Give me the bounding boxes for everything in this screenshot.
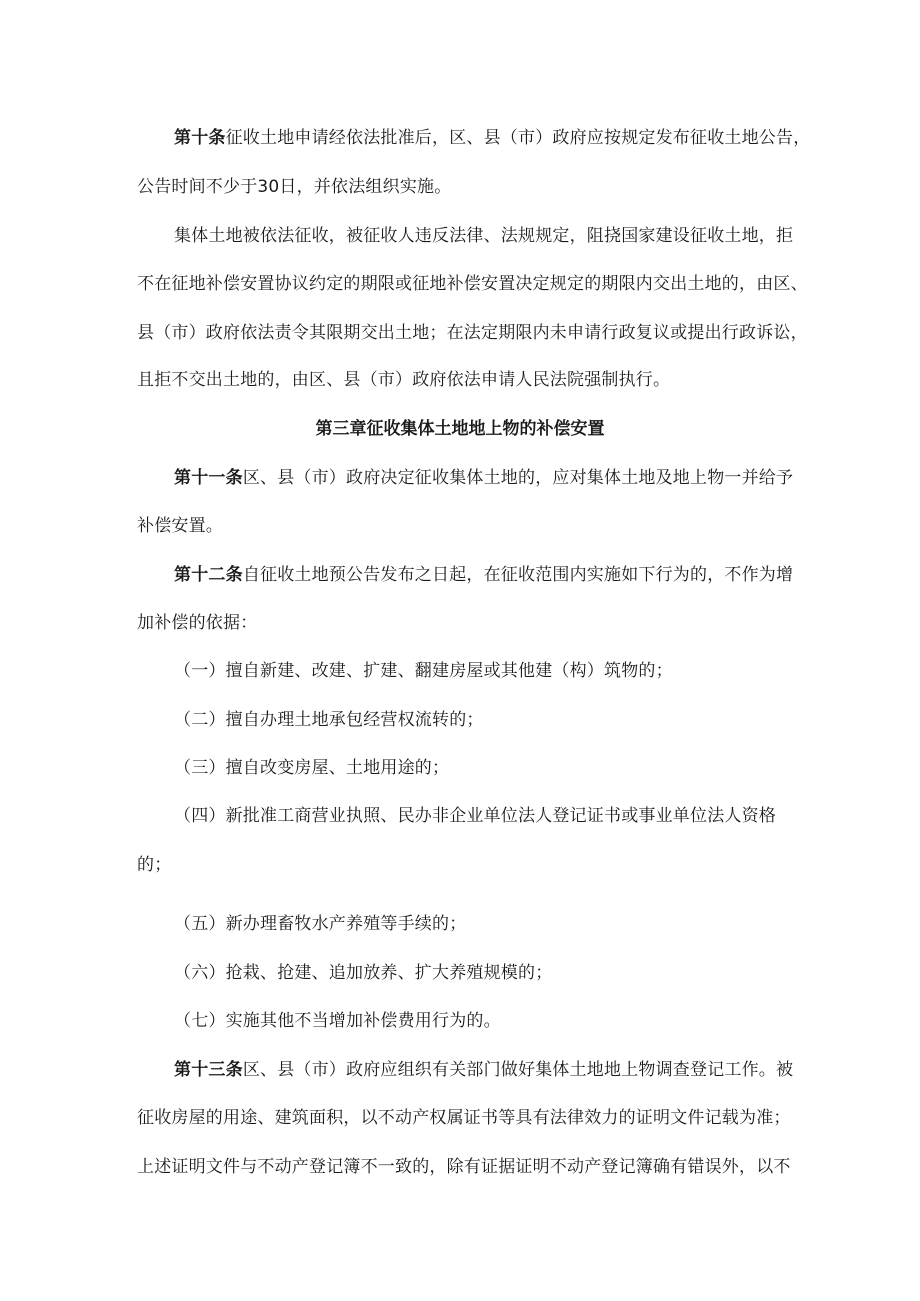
article-12-item-2: （二）擅自办理土地承包经营权流转的； xyxy=(174,710,484,730)
paragraph-2-line-1: 集体土地被依法征收，被征收人违反法律、法规规定，阻挠国家建设征收土地，拒 xyxy=(174,226,794,246)
article-12-item-5: （五）新办理畜牧水产养殖等手续的； xyxy=(174,914,467,934)
article-13-line-2: 征收房屋的用途、建筑面积，以不动产权属证书等具有法律效力的证明文件记载为准； xyxy=(137,1108,791,1128)
paragraph-2-line-3: 县（市）政府依法责令其限期交出土地；在法定期限内未申请行政复议或提出行政诉讼， xyxy=(137,323,808,343)
article-12-item-7: （七）实施其他不当增加补偿费用行为的。 xyxy=(174,1011,501,1031)
paragraph-2-line-2: 不在征地补偿安置协议约定的期限或征地补偿安置决定规定的期限内交出土地的，由区、 xyxy=(137,274,808,294)
article-12-line-2: 加补偿的依据： xyxy=(137,613,258,633)
article-12-item-4-cont: 的； xyxy=(137,855,172,875)
article-13-label: 第十三条 xyxy=(174,1060,243,1080)
article-10-line-2: 公告时间不少于30日，并依法组织实施。 xyxy=(137,177,452,197)
article-13-line-1 xyxy=(174,1059,793,1081)
article-12-text-1: 自征收土地预公告发布之日起，在征收范围内实施如下行为的，不作为增 xyxy=(242,565,794,585)
article-12-label: 第十二条 xyxy=(174,565,243,585)
article-11-text-1: 区、县（市）政府决定征收集体土地的，应对集体土地及地上物一并给予 xyxy=(242,468,794,488)
article-13-text-1: 区、县（市）政府应组织有关部门做好集体土地地上物调查登记工作。被 xyxy=(242,1060,794,1080)
article-12-line-1 xyxy=(174,564,793,586)
article-12-item-1: （一）擅自新建、改建、扩建、翻建房屋或其他建（构）筑物的； xyxy=(174,661,673,681)
article-12-item-6: （六）抢栽、抢建、追加放养、扩大养殖规模的； xyxy=(174,963,553,983)
article-12-item-4: （四）新批准工商营业执照、民办非企业单位法人登记证书或事业单位法人资格 xyxy=(174,806,776,826)
article-11-line-1 xyxy=(174,467,793,489)
paragraph-2-line-4: 且拒不交出土地的，由区、县（市）政府依法申请人民法院强制执行。 xyxy=(137,370,671,390)
chapter-3-heading: 第三章征收集体土地地上物的补偿安置 xyxy=(315,419,605,439)
article-11-line-2: 补偿安置。 xyxy=(137,516,223,536)
article-11-label: 第十一条 xyxy=(174,468,243,488)
article-10-label: 第十条 xyxy=(174,128,226,148)
article-10-text-1: 征收土地申请经依法批准后，区、县（市）政府应按规定发布征收土地公告， xyxy=(225,128,811,148)
article-10-line-1 xyxy=(174,127,810,149)
article-13-line-3: 上述证明文件与不动产登记簿不一致的，除有证据证明不动产登记簿确有错误外，以不 xyxy=(137,1157,791,1177)
article-12-item-3: （三）擅自改变房屋、土地用途的； xyxy=(174,758,450,778)
